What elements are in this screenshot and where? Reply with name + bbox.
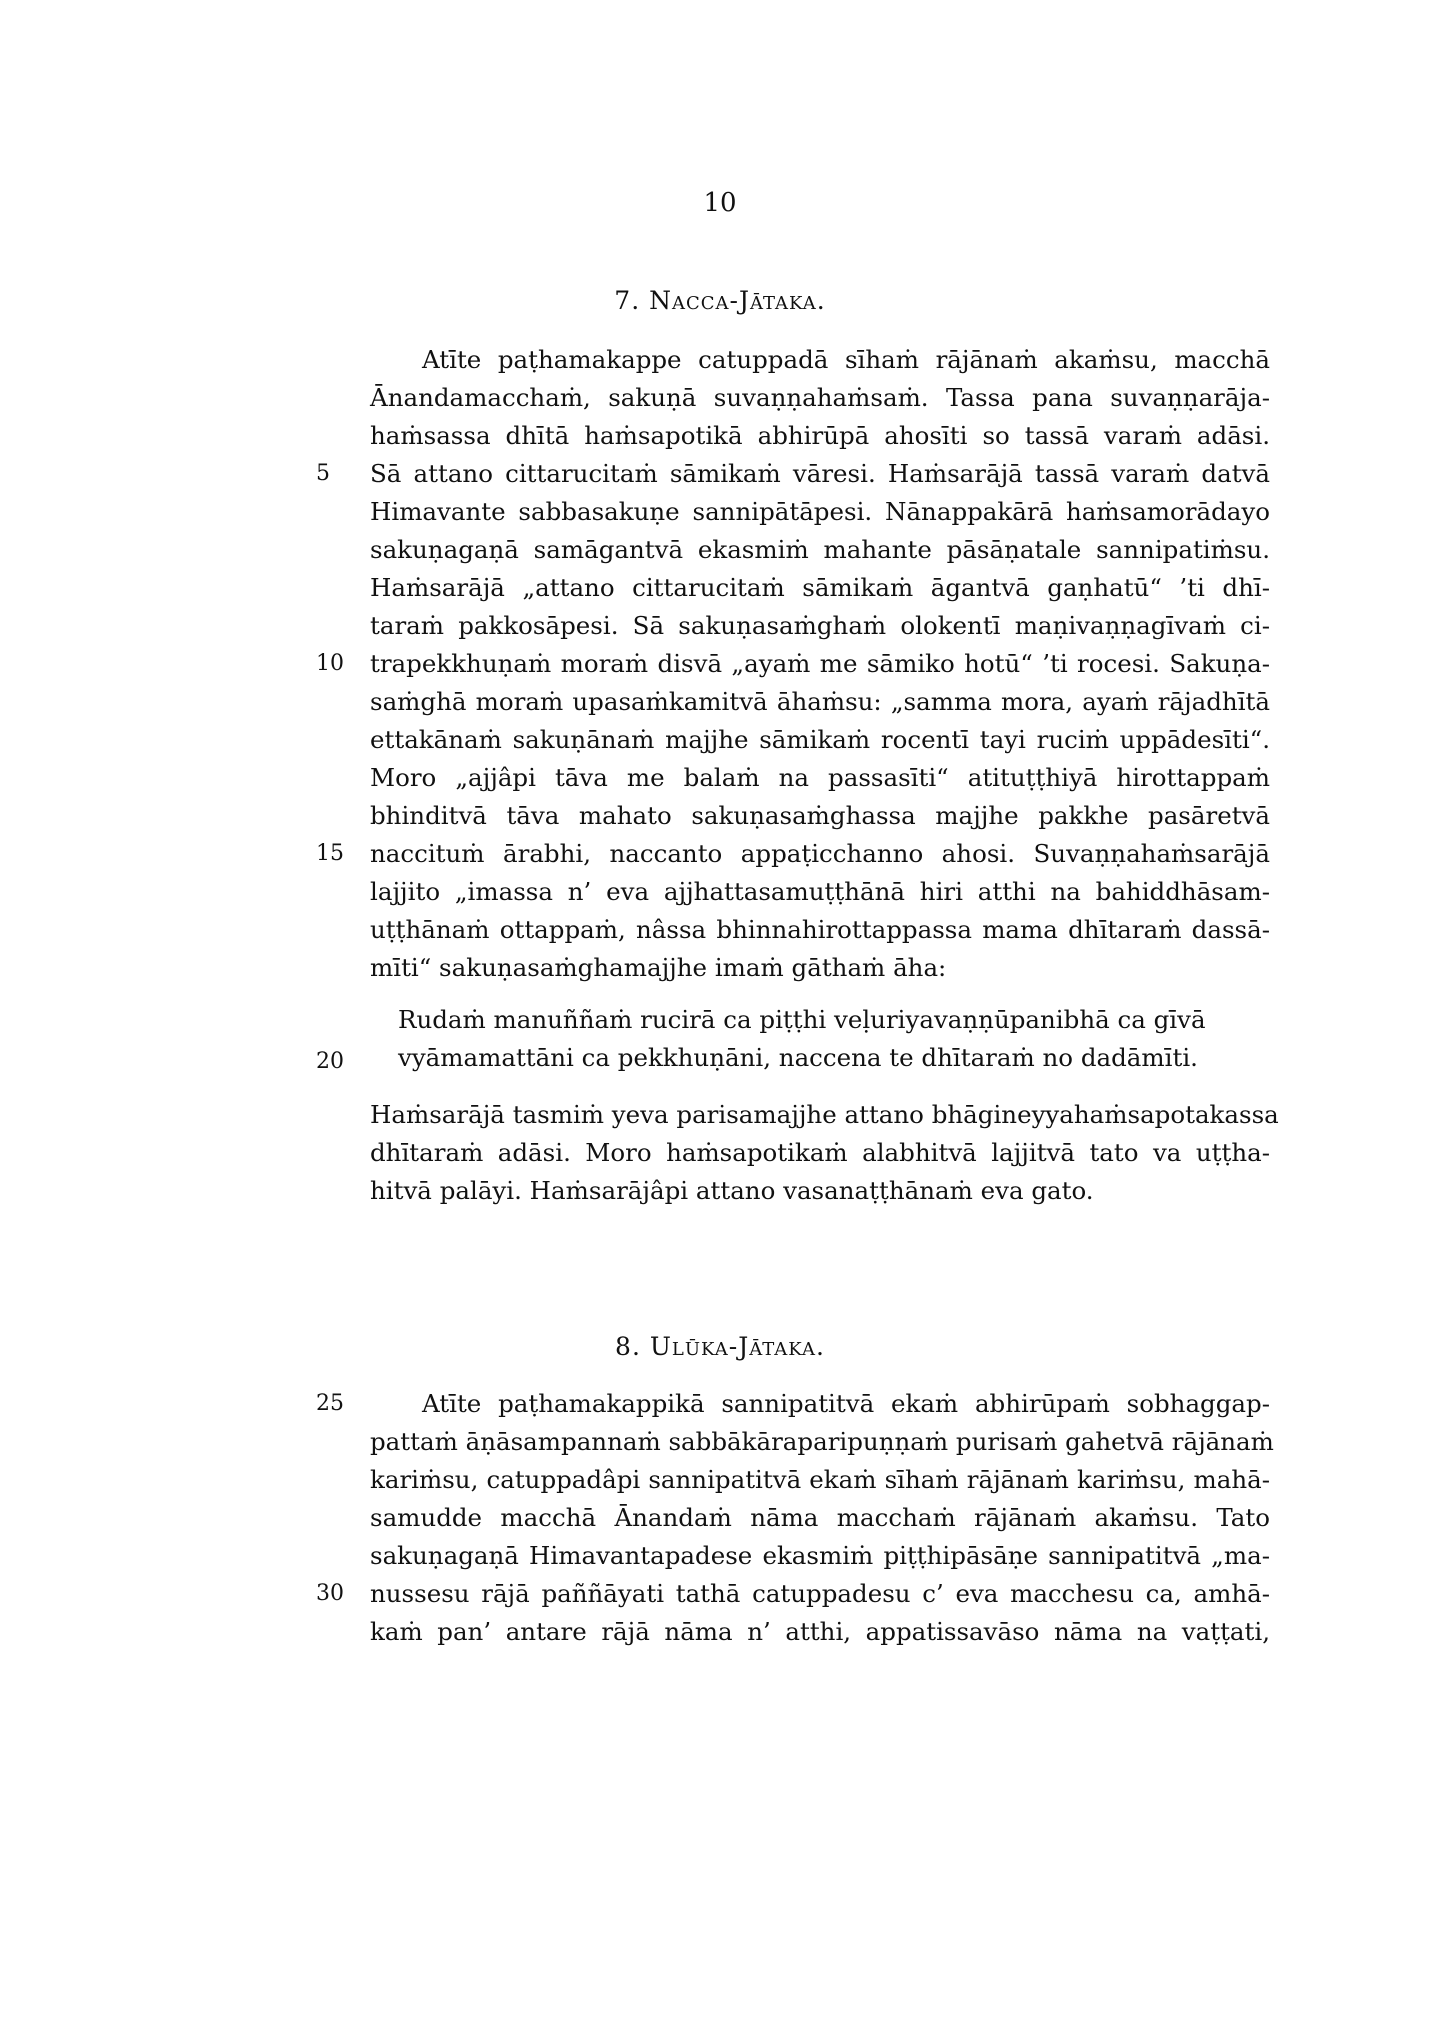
text-line: naccituṁ ārabhi, naccanto appaṭicchanno ahosi. Suvaṇṇahaṁsarājā xyxy=(370,839,1270,868)
text-line: dhītaraṁ adāsi. Moro haṁsapotikaṁ alabhitvā lajjitvā tato va uṭṭha- xyxy=(370,1138,1270,1167)
text-line: Moro „ajjâpi tāva me balaṁ na passasīti“ atituṭṭhiyā hirottappaṁ xyxy=(370,763,1270,792)
section-8-heading: Ulūka-Jātaka. xyxy=(649,1332,825,1361)
section-7-title xyxy=(0,286,1440,315)
text-line: uṭṭhānaṁ ottappaṁ, nâssa bhinnahirottappassa mama dhītaraṁ dassā- xyxy=(370,915,1270,944)
section-7-heading: Nacca-Jātaka. xyxy=(649,286,826,315)
text-line: Atīte paṭhamakappikā sannipatitvā ekaṁ abhirūpaṁ sobhaggap- xyxy=(422,1389,1270,1418)
line-number: 10 xyxy=(316,651,344,676)
text-line: bhinditvā tāva mahato sakuṇasaṁghassa majjhe pakkhe pasāretvā xyxy=(370,801,1270,830)
text-line: Ānandamacchaṁ, sakuṇā suvaṇṇahaṁsaṁ. Tassa pana suvaṇṇarāja- xyxy=(370,383,1270,412)
line-number: 20 xyxy=(316,1049,344,1074)
line-number: 25 xyxy=(316,1391,344,1416)
text-line: saṁghā moraṁ upasaṁkamitvā āhaṁsu: „samma mora, ayaṁ rājadhītā xyxy=(370,687,1270,716)
verse-line: vyāmamattāni ca pekkhuṇāni, naccena te dhītaraṁ no dadāmīti. xyxy=(398,1043,1198,1072)
text-line: pattaṁ āṇāsampannaṁ sabbākāraparipuṇṇaṁ purisaṁ gahetvā rājānaṁ xyxy=(370,1427,1274,1456)
text-line: Haṁsarājā „attano cittarucitaṁ sāmikaṁ āgantvā gaṇhatū“ ’ti dhī- xyxy=(370,573,1270,602)
text-line: Sā attano cittarucitaṁ sāmikaṁ vāresi. Haṁsarājā tassā varaṁ datvā xyxy=(370,459,1270,488)
text-line: Atīte paṭhamakappe catuppadā sīhaṁ rājānaṁ akaṁsu, macchā xyxy=(422,345,1270,374)
text-line: lajjito „imassa n’ eva ajjhattasamuṭṭhānā hiri atthi na bahiddhāsam- xyxy=(370,877,1270,906)
text-line: sakuṇagaṇā Himavantapadese ekasmiṁ piṭṭhipāsāṇe sannipatitvā „ma- xyxy=(370,1541,1270,1570)
text-line: Himavante sabbasakuṇe sannipātāpesi. Nānappakārā haṁsamorādayo xyxy=(370,497,1270,526)
page-number: 10 xyxy=(703,188,737,218)
text-line: haṁsassa dhītā haṁsapotikā abhirūpā ahosīti so tassā varaṁ adāsi. xyxy=(370,421,1270,450)
text-line: taraṁ pakkosāpesi. Sā sakuṇasaṁghaṁ olokentī maṇivaṇṇagīvaṁ ci- xyxy=(370,611,1270,640)
text-line: hitvā palāyi. Haṁsarājâpi attano vasanaṭṭhānaṁ eva gato. xyxy=(370,1176,1094,1205)
section-8-title xyxy=(0,1332,1440,1361)
text-line: kariṁsu, catuppadâpi sannipatitvā ekaṁ sīhaṁ rājānaṁ kariṁsu, mahā- xyxy=(370,1465,1270,1494)
text-line: sakuṇagaṇā samāgantvā ekasmiṁ mahante pāsāṇatale sannipatiṁsu. xyxy=(370,535,1270,564)
line-number: 30 xyxy=(316,1581,344,1606)
section-7-number: 7. xyxy=(614,286,641,315)
text-line: samudde macchā Ānandaṁ nāma macchaṁ rājānaṁ akaṁsu. Tato xyxy=(370,1503,1270,1532)
line-number: 5 xyxy=(316,461,330,486)
section-8-number: 8. xyxy=(615,1332,641,1361)
text-line: mīti“ sakuṇasaṁghamajjhe imaṁ gāthaṁ āha: xyxy=(370,953,947,982)
text-line: Haṁsarājā tasmiṁ yeva parisamajjhe attano bhāgineyyahaṁsapotakassa xyxy=(370,1100,1279,1129)
text-line: trapekkhuṇaṁ moraṁ disvā „ayaṁ me sāmiko hotū“ ’ti rocesi. Sakuṇa- xyxy=(370,649,1270,678)
text-line: nussesu rājā paññāyati tathā catuppadesu c’ eva macchesu ca, amhā- xyxy=(370,1579,1270,1608)
verse-line: Rudaṁ manuññaṁ rucirā ca piṭṭhi veḷuriyavaṇṇūpanibhā ca gīvā xyxy=(398,1005,1206,1034)
text-line: ettakānaṁ sakuṇānaṁ majjhe sāmikaṁ rocentī tayi ruciṁ uppādesīti“. xyxy=(370,725,1270,754)
line-number: 15 xyxy=(316,841,344,866)
text-line: kaṁ pan’ antare rājā nāma n’ atthi, appatissavāso nāma na vaṭṭati, xyxy=(370,1617,1270,1646)
